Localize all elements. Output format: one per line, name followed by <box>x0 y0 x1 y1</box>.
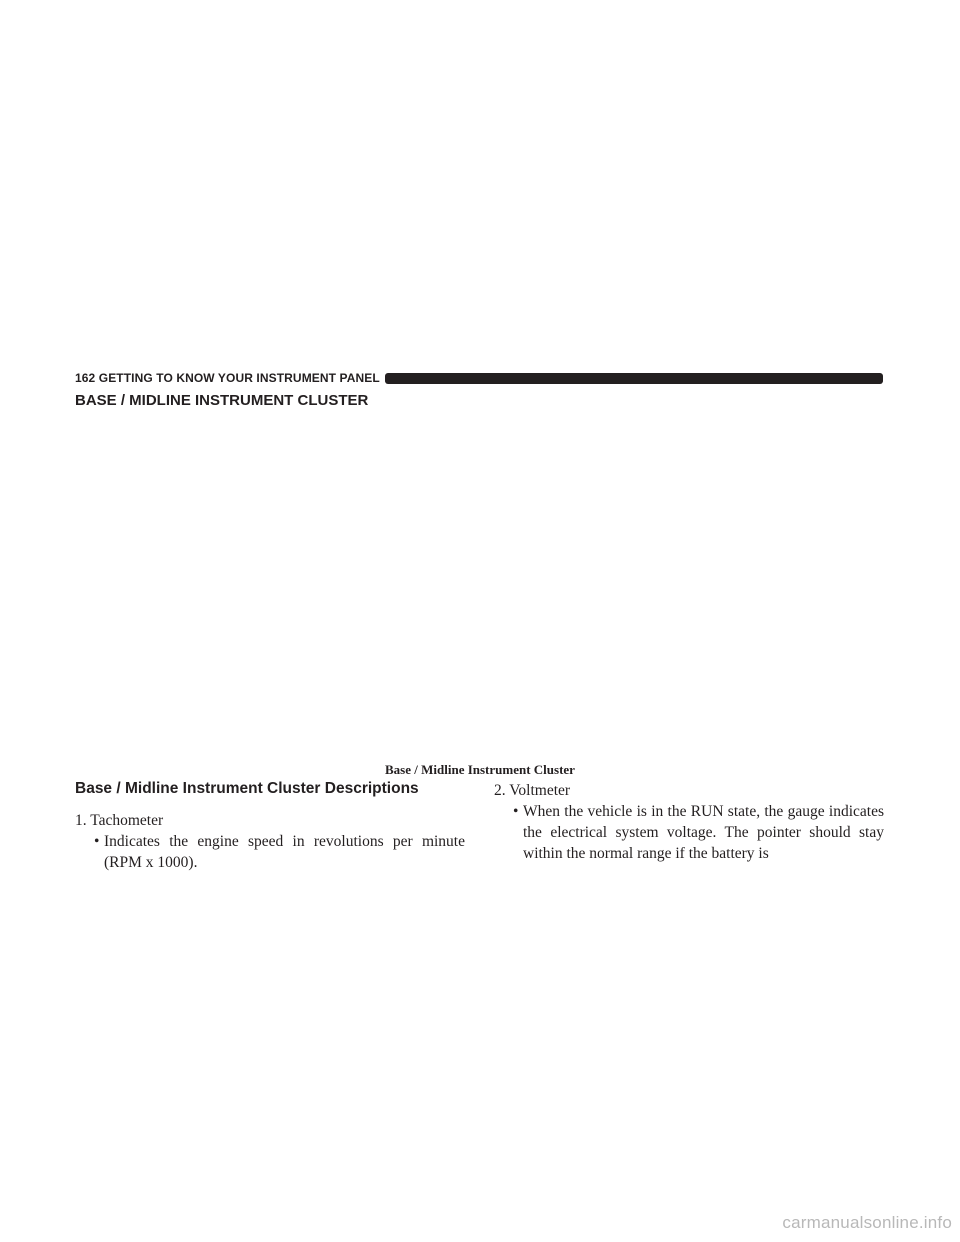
list-item-label: 2. Voltmeter <box>494 782 571 799</box>
watermark: carmanualsonline.info <box>782 1213 952 1232</box>
list-item-bullet <box>513 801 884 864</box>
left-column <box>75 780 465 873</box>
bullet-icon: • <box>94 833 100 850</box>
subsection-title: Base / Midline Instrument Cluster Descriptions <box>75 780 419 797</box>
bullet-icon: • <box>513 803 519 820</box>
bullet-text: When the vehicle is in the RUN state, the gauge indicates the electrical system voltage. The pointer should stay within the normal range if the battery is <box>523 803 884 862</box>
figure-area <box>75 415 883 760</box>
page-header <box>75 370 883 386</box>
section-title: BASE / MIDLINE INSTRUMENT CLUSTER <box>75 392 369 409</box>
header-text: 162 GETTING TO KNOW YOUR INSTRUMENT PANEL <box>75 371 380 385</box>
right-column <box>494 780 884 864</box>
bullet-text: Indicates the engine speed in revolutions per minute (RPM x 1000). <box>104 833 465 871</box>
list-item-bullet <box>94 831 465 873</box>
header-rule <box>385 373 883 384</box>
figure-caption: Base / Midline Instrument Cluster <box>385 762 575 777</box>
list-item-label: 1. Tachometer <box>75 812 164 829</box>
